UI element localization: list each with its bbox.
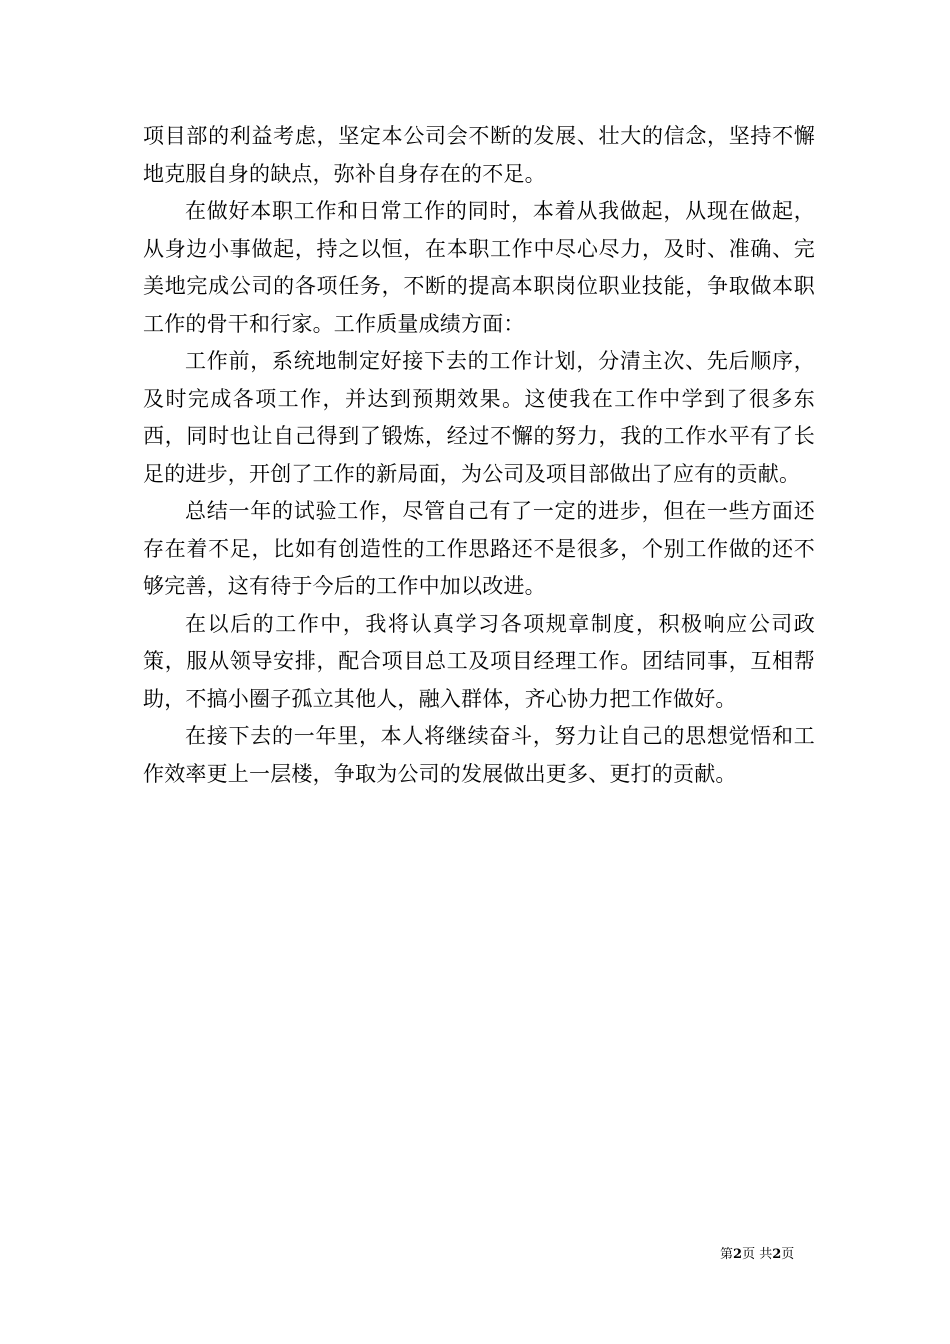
paragraph-5: 在以后的工作中，我将认真学习各项规章制度，积极响应公司政策，服从领导安排，配合项目总工及项目经理工作。团结同事，互相帮助，不搞小圈子孤立其他人，融入群体，齐心协力把工作做好。 [143,611,815,711]
paragraph-4: 总结一年的试验工作，尽管自己有了一定的进步，但在一些方面还存在着不足，比如有创造性的工作思路还不是很多，个别工作做的还不够完善，这有待于今后的工作中加以改进。 [143,499,815,598]
document-body [143,118,815,793]
total-pages-number: 2 [772,1247,782,1262]
current-page-number: 2 [733,1247,743,1262]
paragraph-2: 在做好本职工作和日常工作的同时，本着从我做起，从现在做起，从身边小事做起，持之以恒，在本职工作中尽心尽力，及时、准确、完美地完成公司的各项任务，不断的提高本职岗位职业技能，争取做本职工作的骨干和行家。工作质量成绩方面： [143,199,815,336]
footer-middle: 页 共 [742,1247,773,1262]
paragraph-6: 在接下去的一年里，本人将继续奋斗，努力让自己的思想觉悟和工作效率更上一层楼，争取为公司的发展做出更多、更打的贡献。 [143,724,815,786]
paragraph-3: 工作前，系统地制定好接下去的工作计划，分清主次、先后顺序，及时完成各项工作，并达到预期效果。这使我在工作中学到了很多东西，同时也让自己得到了锻炼，经过不懈的努力，我的工作水平有了长足的进步，开创了工作的新局面，为公司及项目部做出了应有的贡献。 [143,349,815,486]
page-number-footer [720,1246,794,1264]
footer-suffix: 页 [781,1247,795,1262]
footer-prefix: 第 [720,1247,734,1262]
paragraph-1: 项目部的利益考虑，坚定本公司会不断的发展、壮大的信念，坚持不懈地克服自身的缺点，弥补自身存在的不足。 [143,124,815,186]
